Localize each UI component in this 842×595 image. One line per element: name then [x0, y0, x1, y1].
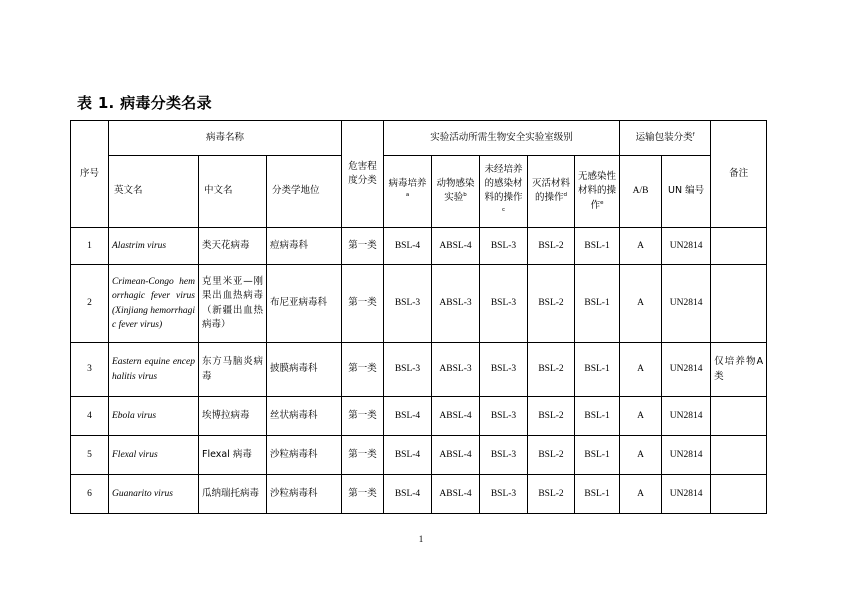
header-noninfectious-label: 无感染性材料的操作	[578, 171, 617, 211]
header-transport	[620, 121, 711, 156]
cell-un-number: UN2814	[662, 343, 711, 397]
cell-inactivated: BSL-2	[528, 475, 575, 514]
header-taxonomy: 分类学地位	[267, 156, 342, 228]
cell-ab: A	[620, 265, 662, 343]
table-title: 表 1. 病毒分类名录	[77, 94, 212, 112]
cell-seq: 6	[71, 475, 109, 514]
header-chinese-name: 中文名	[199, 156, 267, 228]
header-uncultured-label: 未经培养的感染材料的操作	[484, 163, 523, 204]
cell-taxonomy: 沙粒病毒科	[267, 436, 342, 475]
cell-ab: A	[620, 475, 662, 514]
header-inactivated	[528, 156, 575, 228]
virus-table	[70, 120, 767, 514]
cell-hazard: 第一类	[342, 475, 384, 514]
header-animal-label: 动物感染实验	[436, 178, 475, 204]
cell-un-number: UN2814	[662, 228, 711, 265]
cell-uncultured: BSL-3	[480, 228, 528, 265]
header-virus-name: 病毒名称	[109, 121, 342, 156]
cell-noninfectious: BSL-1	[575, 475, 620, 514]
cell-remark	[711, 265, 767, 343]
cell-inactivated: BSL-2	[528, 228, 575, 265]
cell-english-name: Flexal virus	[109, 436, 199, 475]
cell-noninfectious: BSL-1	[575, 436, 620, 475]
header-inactivated-label: 灭活材料的操作	[532, 178, 571, 204]
cell-inactivated: BSL-2	[528, 436, 575, 475]
cell-english-name: Ebola virus	[109, 397, 199, 436]
cell-culture: BSL-4	[384, 475, 432, 514]
cell-remark	[711, 397, 767, 436]
header-uncultured-sup: c	[502, 206, 506, 213]
cell-seq: 1	[71, 228, 109, 265]
cell-un-number: UN2814	[662, 265, 711, 343]
cell-un-number: UN2814	[662, 397, 711, 436]
cell-english-name: Crimean-Congo hemorrhagic fever virus (Xinjiang hemorrhagic fever virus)	[109, 265, 199, 343]
header-culture-sup: a	[405, 192, 410, 199]
header-culture-label: 病毒培养	[388, 178, 427, 190]
cell-uncultured: BSL-3	[480, 436, 528, 475]
cell-inactivated: BSL-2	[528, 343, 575, 397]
cell-hazard: 第一类	[342, 343, 384, 397]
header-inactivated-sup: d	[563, 192, 568, 199]
cell-ab: A	[620, 228, 662, 265]
header-transport-label: 运输包装分类	[635, 131, 693, 143]
header-english-name: 英文名	[109, 156, 199, 228]
cell-noninfectious: BSL-1	[575, 265, 620, 343]
cell-taxonomy: 披膜病毒科	[267, 343, 342, 397]
cell-uncultured: BSL-3	[480, 397, 528, 436]
cell-uncultured: BSL-3	[480, 475, 528, 514]
cell-uncultured: BSL-3	[480, 343, 528, 397]
cell-seq: 3	[71, 343, 109, 397]
cell-english-name: Eastern equine encephalitis virus	[109, 343, 199, 397]
header-remark: 备注	[711, 121, 767, 228]
table-row	[71, 265, 767, 343]
cell-taxonomy: 沙粒病毒科	[267, 475, 342, 514]
cell-ab: A	[620, 397, 662, 436]
cell-hazard: 第一类	[342, 397, 384, 436]
table-row	[71, 475, 767, 514]
cell-taxonomy: 布尼亚病毒科	[267, 265, 342, 343]
cell-chinese-name: Flexal 病毒	[199, 436, 267, 475]
cell-culture: BSL-3	[384, 343, 432, 397]
cell-english-name: Alastrim virus	[109, 228, 199, 265]
cell-remark: 仅培养物A 类	[711, 343, 767, 397]
cell-chinese-name: 克里米亚—刚果出血热病毒（新疆出血热病毒）	[199, 265, 267, 343]
cell-taxonomy: 丝状病毒科	[267, 397, 342, 436]
cell-noninfectious: BSL-1	[575, 228, 620, 265]
table-row	[71, 397, 767, 436]
cell-taxonomy: 痘病毒科	[267, 228, 342, 265]
cell-animal: ABSL-4	[432, 397, 480, 436]
cell-english-name: Guanarito virus	[109, 475, 199, 514]
cell-animal: ABSL-4	[432, 228, 480, 265]
cell-animal: ABSL-4	[432, 436, 480, 475]
cell-remark	[711, 475, 767, 514]
cell-ab: A	[620, 436, 662, 475]
header-animal-sup: b	[463, 192, 467, 199]
page-number: 1	[418, 534, 424, 544]
cell-animal: ABSL-3	[432, 265, 480, 343]
header-seq: 序号	[71, 121, 109, 228]
cell-culture: BSL-4	[384, 228, 432, 265]
cell-animal: ABSL-4	[432, 475, 480, 514]
header-noninfectious-sup: e	[600, 199, 604, 206]
cell-noninfectious: BSL-1	[575, 397, 620, 436]
table-row	[71, 436, 767, 475]
header-uncultured	[480, 156, 528, 228]
cell-uncultured: BSL-3	[480, 265, 528, 343]
cell-chinese-name: 埃博拉病毒	[199, 397, 267, 436]
cell-culture: BSL-4	[384, 397, 432, 436]
cell-ab: A	[620, 343, 662, 397]
cell-chinese-name: 类天花病毒	[199, 228, 267, 265]
header-noninfectious	[575, 156, 620, 228]
cell-culture: BSL-4	[384, 436, 432, 475]
cell-un-number: UN2814	[662, 475, 711, 514]
cell-chinese-name: 瓜纳瑞托病毒	[199, 475, 267, 514]
header-hazard: 危害程度分类	[342, 121, 384, 228]
cell-seq: 4	[71, 397, 109, 436]
cell-hazard: 第一类	[342, 228, 384, 265]
cell-remark	[711, 436, 767, 475]
cell-hazard: 第一类	[342, 265, 384, 343]
header-ab: A/B	[620, 156, 662, 228]
cell-hazard: 第一类	[342, 436, 384, 475]
cell-inactivated: BSL-2	[528, 265, 575, 343]
header-transport-sup: f	[692, 131, 695, 138]
cell-animal: ABSL-3	[432, 343, 480, 397]
cell-seq: 5	[71, 436, 109, 475]
cell-seq: 2	[71, 265, 109, 343]
cell-remark	[711, 228, 767, 265]
table-row	[71, 228, 767, 265]
header-lab-level: 实验活动所需生物安全实验室级别	[384, 121, 620, 156]
cell-noninfectious: BSL-1	[575, 343, 620, 397]
cell-un-number: UN2814	[662, 436, 711, 475]
header-un: UN 编号	[662, 156, 711, 228]
table-row	[71, 343, 767, 397]
header-culture	[384, 156, 432, 228]
header-animal	[432, 156, 480, 228]
cell-inactivated: BSL-2	[528, 397, 575, 436]
cell-chinese-name: 东方马脑炎病毒	[199, 343, 267, 397]
cell-culture: BSL-3	[384, 265, 432, 343]
